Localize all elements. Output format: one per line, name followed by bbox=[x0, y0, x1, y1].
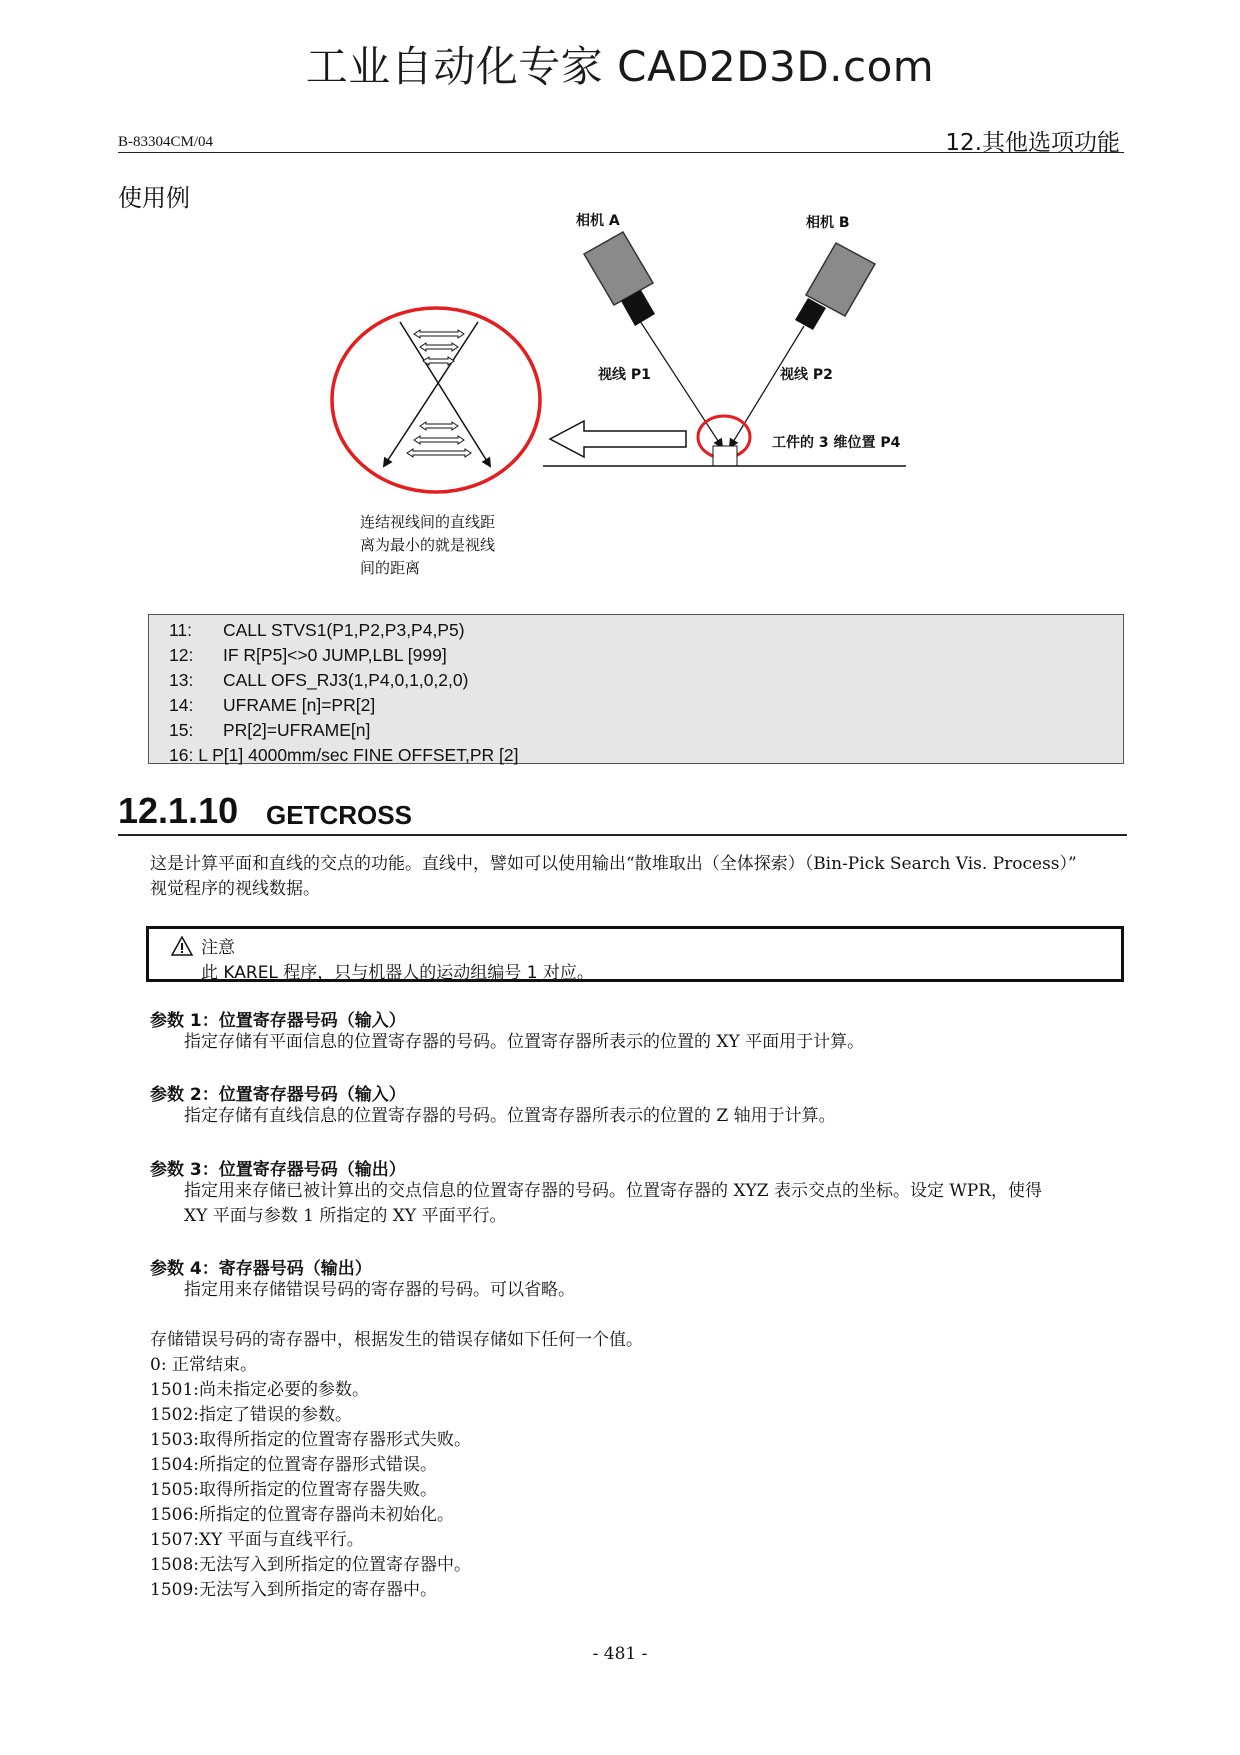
error-item: 1501:尚未指定必要的参数。 bbox=[150, 1380, 369, 1400]
param-desc-line: XY 平面与参数 1 所指定的 XY 平面平行。 bbox=[184, 1206, 507, 1226]
code-line-text: CALL OFS_RJ3(1,P4,0,1,0,2,0) bbox=[223, 670, 469, 690]
camera-b-icon bbox=[795, 243, 875, 330]
camera-a-icon bbox=[584, 232, 655, 326]
camera-a-label: 相机 A bbox=[576, 213, 620, 229]
code-line-text: PR[2]=UFRAME[n] bbox=[223, 720, 371, 740]
param-1-description bbox=[184, 1030, 1124, 1055]
note-heading-row bbox=[171, 933, 235, 961]
error-item: 1507:XY 平面与直线平行。 bbox=[150, 1530, 364, 1550]
page-number: - 481 - bbox=[592, 1644, 648, 1664]
code-line-number: 13: bbox=[169, 670, 194, 690]
workpiece-box bbox=[713, 446, 737, 466]
usage-example-heading: 使用例 bbox=[118, 184, 190, 212]
code-line bbox=[149, 743, 1123, 768]
code-line-number: 15: bbox=[169, 720, 194, 740]
error-item: 1502:指定了错误的参数。 bbox=[150, 1405, 352, 1425]
param-4-title: 参数 4：寄存器号码（输出） bbox=[150, 1259, 372, 1279]
code-line-text: IF R[P5]<>0 JUMP,LBL [999] bbox=[223, 645, 447, 665]
param-desc-line: 指定用来存储已被计算出的交点信息的位置寄存器的号码。位置寄存器的 XYZ 表示交点的坐标。设定 WPR，使得 bbox=[184, 1181, 1043, 1201]
code-line bbox=[149, 693, 1123, 718]
param-3-description bbox=[184, 1179, 1124, 1229]
code-line bbox=[149, 718, 1123, 743]
sight-p1-label: 视线 P1 bbox=[598, 367, 651, 383]
note-heading: 注意 bbox=[201, 938, 235, 958]
param-desc-line: 指定存储有平面信息的位置寄存器的号码。位置寄存器所表示的位置的 XY 平面用于计算。 bbox=[184, 1032, 865, 1052]
stereo-camera-diagram bbox=[300, 200, 940, 500]
param-1-title: 参数 1：位置寄存器号码（输入） bbox=[150, 1011, 406, 1031]
param-4-description bbox=[184, 1278, 1124, 1303]
error-item: 1503:取得所指定的位置寄存器形式失败。 bbox=[150, 1430, 471, 1450]
code-line-text: CALL STVS1(P1,P2,P3,P4,P5) bbox=[223, 620, 465, 640]
error-code-list bbox=[150, 1328, 643, 1603]
section-number: 12.1.10 bbox=[118, 790, 239, 831]
error-item: 1506:所指定的位置寄存器尚未初始化。 bbox=[150, 1505, 454, 1525]
sight-line-p2 bbox=[730, 326, 804, 447]
note-body: 此 KAREL 程序，只与机器人的运动组编号 1 对应。 bbox=[201, 963, 594, 983]
error-item: 1505:取得所指定的位置寄存器失败。 bbox=[150, 1480, 437, 1500]
header-doc-id: B-83304CM/04 bbox=[118, 134, 214, 150]
workpiece-position-label: 工件的 3 维位置 P4 bbox=[772, 435, 901, 451]
intro-line: 视觉程序的视线数据。 bbox=[150, 879, 320, 899]
code-line bbox=[149, 618, 1123, 643]
code-line-number: 12: bbox=[169, 645, 194, 665]
diagram-caption bbox=[360, 511, 540, 580]
param-desc-line: 指定用来存储错误号码的寄存器的号码。可以省略。 bbox=[184, 1280, 575, 1300]
sight-p2-label: 视线 P2 bbox=[780, 367, 833, 383]
error-item: 1508:无法写入到所指定的位置寄存器中。 bbox=[150, 1555, 471, 1575]
error-item: 1509:无法写入到所指定的寄存器中。 bbox=[150, 1580, 437, 1600]
param-desc-line: 指定存储有直线信息的位置寄存器的号码。位置寄存器所表示的位置的 Z 轴用于计算。 bbox=[184, 1106, 836, 1126]
section-title: GETCROSS bbox=[266, 800, 412, 830]
error-item: 0: 正常结束。 bbox=[150, 1355, 257, 1375]
camera-b-label: 相机 B bbox=[806, 215, 850, 231]
warning-triangle-icon bbox=[171, 936, 193, 961]
program-listing bbox=[148, 614, 1124, 764]
header-chapter: 12.其他选项功能 bbox=[945, 130, 1120, 156]
code-line-text: UFRAME [n]=PR[2] bbox=[223, 695, 376, 715]
code-line bbox=[149, 643, 1123, 668]
movement-arrow-icon bbox=[550, 421, 686, 457]
watermark-title: 工业自动化专家 CAD2D3D.com bbox=[305, 42, 935, 91]
caution-note-box bbox=[146, 926, 1124, 982]
caption-line: 连结视线间的直线距 bbox=[360, 513, 496, 531]
caption-line: 间的距离 bbox=[360, 559, 421, 577]
caption-line: 离为最小的就是视线 bbox=[360, 536, 496, 554]
intro-line: 这是计算平面和直线的交点的功能。直线中，譬如可以使用输出“散堆取出（全体探索）（Bin-Pick Search Vis. Process）” bbox=[150, 854, 1077, 874]
param-3-title: 参数 3：位置寄存器号码（输出） bbox=[150, 1160, 406, 1180]
header-rule bbox=[118, 152, 1124, 153]
section-rule bbox=[118, 834, 1127, 836]
code-line-text: 16: L P[1] 4000mm/sec FINE OFFSET,PR [2] bbox=[169, 745, 519, 765]
param-2-title: 参数 2：位置寄存器号码（输入） bbox=[150, 1085, 406, 1105]
code-line-number: 14: bbox=[169, 695, 194, 715]
param-2-description bbox=[184, 1104, 1124, 1129]
code-line-number: 11: bbox=[169, 620, 193, 640]
closest-distance-zoom bbox=[332, 308, 540, 492]
error-item: 1504:所指定的位置寄存器形式错误。 bbox=[150, 1455, 437, 1475]
intro-paragraph bbox=[150, 852, 1130, 902]
code-line bbox=[149, 668, 1123, 693]
error-intro: 存储错误号码的寄存器中，根据发生的错误存储如下任何一个值。 bbox=[150, 1330, 643, 1350]
